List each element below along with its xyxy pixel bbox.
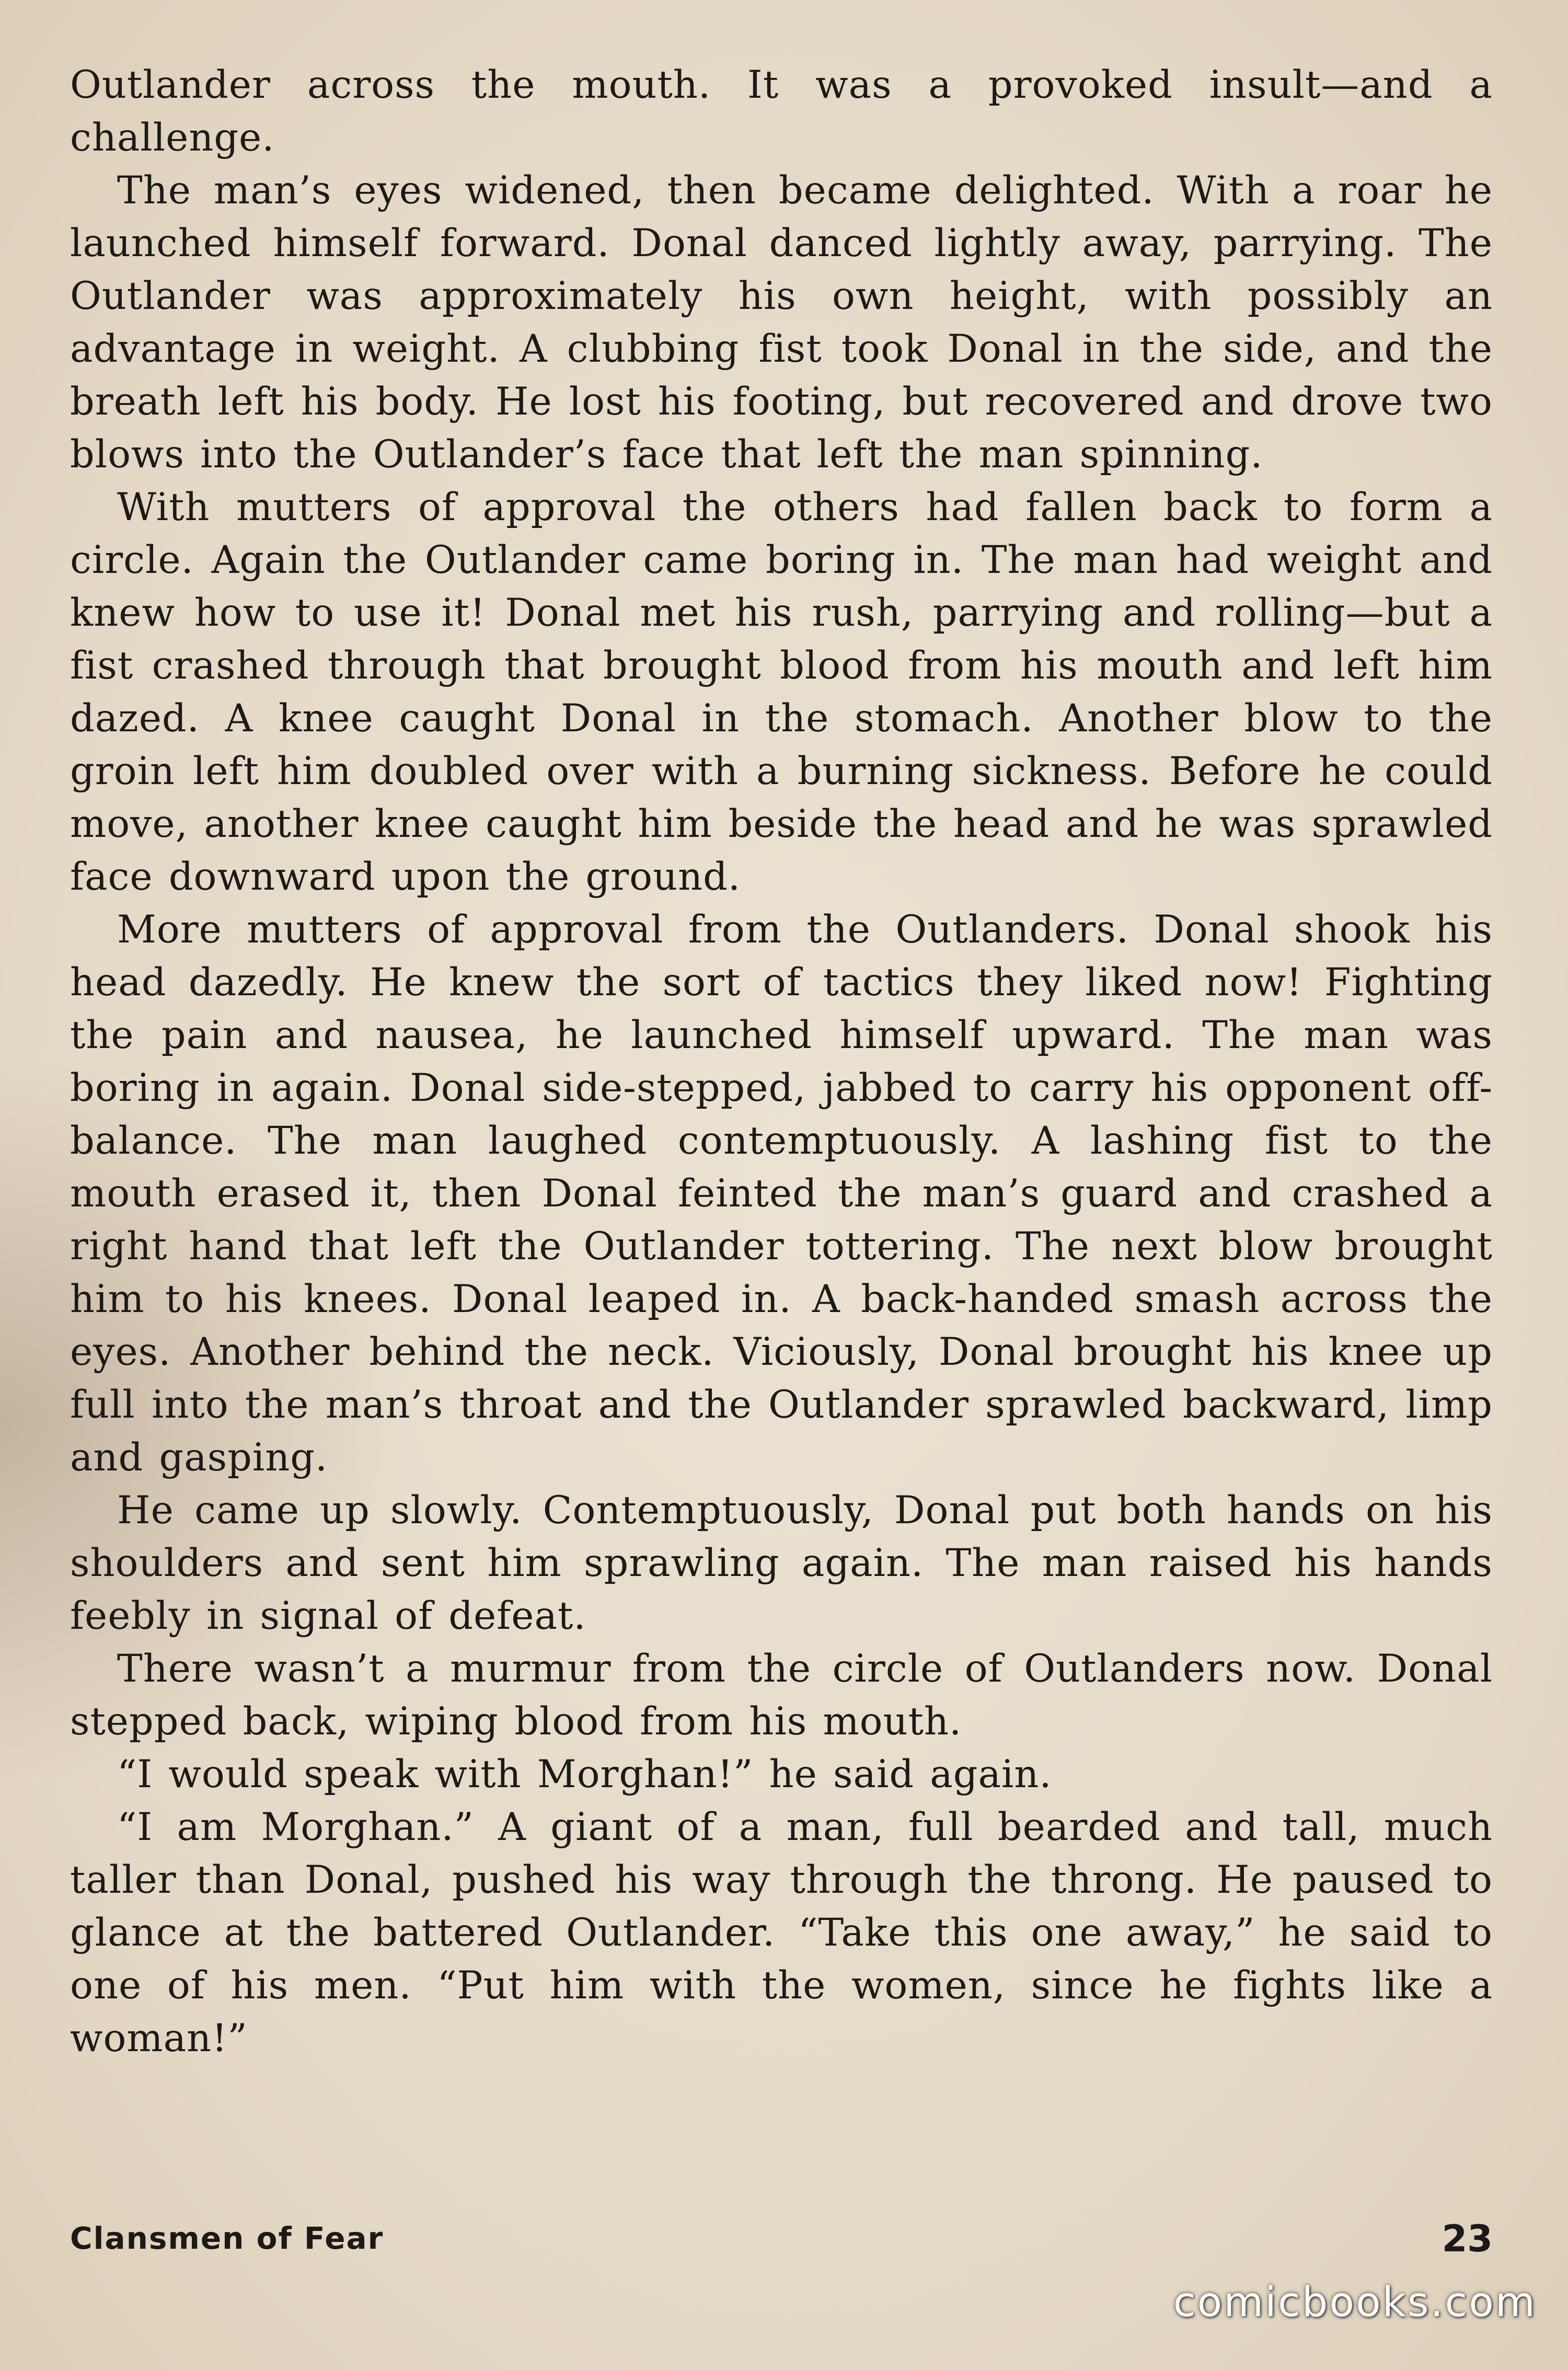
paragraph: The man’s eyes widened, then became delighted. With a roar he launched himself forward. Donal danced lightly away, parrying. The Outlander was approximately his own height, with possibly an advantage in weight. A clubbing fist took Donal in the side, and the breath left his body. He lost his footing, but recovered and drove two blows into the Outlander’s face that left the man spinning. — [70, 168, 1493, 477]
paragraph: He came up slowly. Contemptuously, Donal put both hands on his shoulders and sent him sprawling again. The man raised his hands feebly in signal of defeat. — [70, 1488, 1493, 1638]
paragraph: “I am Morghan.” A giant of a man, full bearded and tall, much taller than Donal, pushed his way through the throng. He paused to glance at the battered Outlander. “Take this one away,” he said to one of his men. “Put him with the women, since he fights like a woman!” — [70, 1805, 1493, 2061]
paragraph: More mutters of approval from the Outlanders. Donal shook his head dazedly. He knew the sort of tactics they liked now! Fighting the pain and nausea, he launched himself upward. The man was boring in again. Donal side-stepped, jabbed to carry his opponent off-balance. The man laughed contemptuously. A lashing fist to the mouth erased it, then Donal feinted the man’s guard and crashed a right hand that left the Outlander tottering. The next blow brought him to his knees. Donal leaped in. A back-handed smash across the eyes. Another behind the neck. Viciously, Donal brought his knee up full into the man’s throat and the Outlander sprawled backward, limp and gasping. — [70, 907, 1493, 1480]
page-footer — [70, 2217, 1493, 2268]
running-title: Clansmen of Fear — [70, 2221, 384, 2256]
paragraph: There wasn’t a murmur from the circle of Outlanders now. Donal stepped back, wiping blood from his mouth. — [70, 1647, 1493, 1744]
page-number: 23 — [1442, 2217, 1493, 2260]
body-text — [70, 59, 1493, 2065]
paragraph: With mutters of approval the others had fallen back to form a circle. Again the Outlander came boring in. The man had weight and knew how to use it! Donal met his rush, parrying and rolling—but a fist crashed through that brought blood from his mouth and left him dazed. A knee caught Donal in the stomach. Another blow to the groin left him doubled over with a burning sickness. Before he could move, another knee caught him beside the head and he was sprawled face downward upon the ground. — [70, 485, 1493, 899]
paragraph: Outlander across the mouth. It was a provoked insult—and a challenge. — [70, 63, 1493, 160]
paragraph: “I would speak with Morghan!” he said again. — [117, 1752, 1052, 1797]
watermark: comicbooks.com — [1173, 2279, 1537, 2326]
